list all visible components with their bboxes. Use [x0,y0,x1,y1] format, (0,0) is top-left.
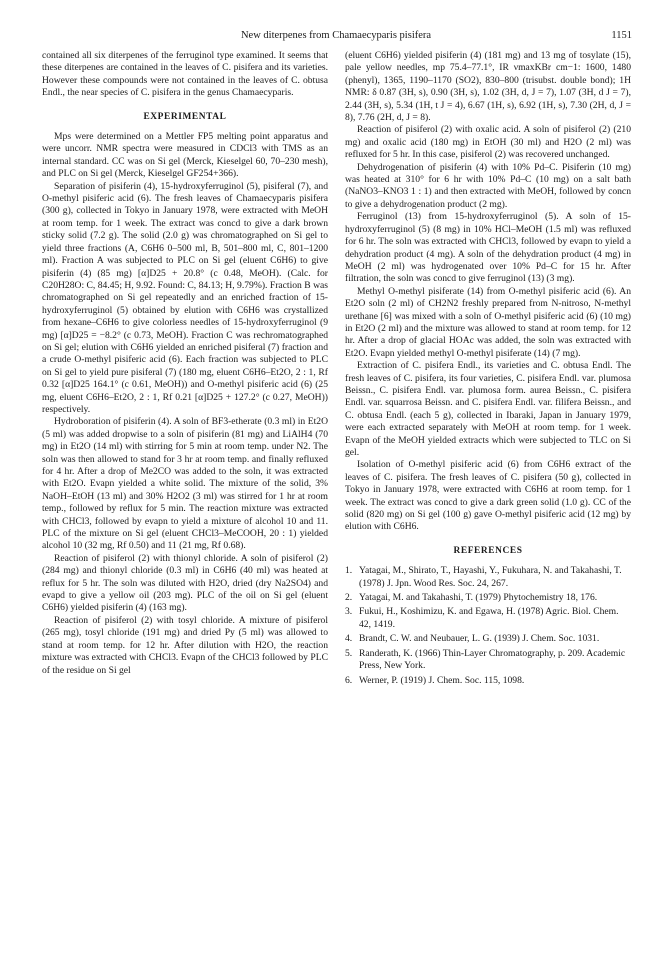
thionyl-chloride-paragraph: Reaction of pisiferol (2) with thionyl chloride. A soln of pisiferol (2) (284 mg) and thionyl chloride (0.3 ml) in C6H6 (40 ml) was heated at reflux for 5 hr. The soln was diluted with H2O, dried (dry Na2SO4) and evapd to give a yellow oil (203 mg). PLC of the oil on Si gel (eluent C6H6) yielded pisiferin (4) (163 mg). [42,552,328,614]
reference-text: Yatagai, M., Shirato, T., Hayashi, Y., Fukuhara, N. and Takahashi, T. (1978) J. Jpn. Wood Res. Soc. 24, 267. [359,565,622,589]
reference-text: Fukui, H., Koshimizu, K. and Egawa, H. (1978) Agric. Biol. Chem. 42, 1419. [359,606,619,630]
oxalic-acid-paragraph: Reaction of pisiferol (2) with oxalic acid. A soln of pisiferol (2) (210 mg) and oxalic acid (180 mg) in EtOH (30 ml) and H2O (2 ml) was refluxed for 5 hr. In this case, pisiferol (2) was recovered unchanged. [345,124,631,161]
reference-item [345,606,631,631]
reference-text: Brandt, C. W. and Neubauer, L. G. (1939) J. Chem. Soc. 1031. [359,633,600,645]
continued-paragraph: (eluent C6H6) yielded pisiferin (4) (181 mg) and 13 mg of tosylate (15), pale yellow needles, mp 75.4–77.1°, IR νmaxKBr cm−1: 1600, 1480 (phenyl), 1365, 1190–1170 (SO2), 830–800 (trisubst. double bond); 1H NMR: δ 0.87 (3H, s), 0.90 (3H, s), 1.02 (3H, d, J = 7), 1.07 (3H, d J = 7), 2.44 (3H, s), 5.34 (1H, t J = 4), 6.67 (1H, s), 6.92 (1H, s), 7.30 (2H, d, J = 8), 7.76 (2H, d, J = 8). [345,50,631,124]
reference-item [345,633,631,645]
references-heading: REFERENCES [453,545,523,556]
dehydrogenation-paragraph: Dehydrogenation of pisiferin (4) with 10% Pd–C. Pisiferin (10 mg) was heated at 310° for 6 hr with 10% Pd–C (10 mg) on a salt bath (NaNO3–KNO3 1 : 1) and then extracted with MeOH, followed by concn to give a dehydrogenation product (2 mg). [345,161,631,210]
reference-number: 1. [345,565,353,577]
general-methods-paragraph: Mps were determined on a Mettler FP5 melting point apparatus and were uncorr. NMR spectra were measured in CDCl3 with TMS as an internal standard. CC was on Si gel (Merck, Kieselgel 60, 70–230 mesh), and PLC on Si gel (Merck, Kieselgel GF254+366). [42,131,328,180]
reference-item [345,592,631,604]
hydroboration-paragraph: Hydroboration of pisiferin (4). A soln of BF3-etherate (0.3 ml) in Et2O (5 ml) was added dropwise to a soln of pisiferin (81 mg) and LiAlH4 (70 mg) in Et2O (14 ml) with stirring for 5 min at room temp. under N2. The soln was then allowed to stand for 3 hr at room temp. and finally refluxed for 4 hr. After a drop of Me2CO was added to the soln, it was extracted with Et2O. Evapn yielded a white solid. The mixture of the solid, 3% NaOH–EtOH (13 ml) and 30% H2O2 (3 ml) was stirred for 1 hr at room temp., followed by reflux for 5 min. The reaction mixture was extracted with CHCl3, followed by evapn to yield a mixture of alcohol 10 and 11. PLC of the mixture on Si gel (eluent CHCl3–MeCOOH, 20 : 1) yielded alcohol 10 (32 mg, Rf 0.50) and 11 (21 mg, Rf 0.68). [42,416,328,552]
page-number: 1151 [611,30,632,41]
methyl-ester-paragraph: Methyl O-methyl pisiferate (14) from O-methyl pisiferic acid (6). An Et2O soln (2 ml) of CH2N2 freshly prepared from N-nitroso, N-methyl urethane [6] was mixed with a soln of O-methyl pisiferic acid (6) (10 mg) in Et2O (2 ml) and the mixture was allowed to stand at room temp. for 12 hr. After a drop of glacial HOAc was added, the soln was extracted with Et2O. Evapn yielded methyl O-methyl pisiferate (14) (7 mg). [345,285,631,359]
reference-item [345,565,631,590]
tosyl-chloride-paragraph: Reaction of pisiferol (2) with tosyl chloride. A mixture of pisiferol (265 mg), tosyl chloride (191 mg) and dried Py (5 ml) was allowed to stand at room temp. for 12 hr. After dilution with H2O, the reaction mixture was extracted with CHCl3. Evapn of the CHCl3 followed by PLC of the residue on Si gel [42,614,328,676]
reference-number: 6. [345,674,353,686]
extraction-paragraph: Extraction of C. pisifera Endl., its varieties and C. obtusa Endl. The fresh leaves of C. pisifera, its four varieties, C. pisifera Endl. var. plumosa Beissn., C. pisifera Endl. var. plumosa form. aurea Beissn., C. pisifera Endl. var. squarrosa Beissn. and C. pisifera Endl. var. filifera Beissn., and C. obtusa Endl. (each 5 g), collected in Ibaraki, Japan in January 1979, were each extracted separately with MeOH at room temp. for 1 week. Evapn of the MeOH yielded extracts which were subjected to TLC on Si gel. [345,360,631,458]
reference-number: 5. [345,647,353,659]
reference-item [345,675,631,687]
experimental-heading: EXPERIMENTAL [143,111,227,122]
intro-paragraph: contained all six diterpenes of the ferruginol type examined. It seems that these diterpenes are contained in the leaves of C. pisifera and its varieties. However these compounds were not contained in the leaves of C. obtusa Endl., the near species of C. pisifera in the genus Chamaecyparis. [42,50,328,99]
reference-text: Randerath, K. (1966) Thin-Layer Chromatography, p. 209. Academic Press, New York. [359,647,626,672]
isolation-paragraph: Isolation of O-methyl pisiferic acid (6) from C6H6 extract of the leaves of C. pisifera. The fresh leaves of C. pisifera (50 g), collected in Tokyo in January 1978, were extracted with C6H6 at room temp. for 1 week. The extract was concd to give a dark green solid (1.0 g). CC of the solid (820 mg) on Si gel (100 g) gave O-methyl pisiferic acid (12 mg) by elution with C6H6. [345,459,631,533]
references-list [345,565,631,687]
reference-number: 3. [345,606,353,618]
left-column [42,50,328,677]
reference-text: Werner, P. (1919) J. Chem. Soc. 115, 1098. [359,674,525,686]
separation-paragraph: Separation of pisiferin (4), 15-hydroxyferruginol (5), pisiferal (7), and O-methyl pisiferic acid (6). The fresh leaves of Chamaecyparis pisifera (300 g), collected in Tokyo in January 1978, were extracted with MeOH at room temp. for 1 week. The extract was concd to give a dark brown sticky solid (7.2 g). The solid (2.0 g) was chromatographed on Si gel to yield three fractions (A, C6H6 0–500 ml, B, 501–800 ml, C, 801–1200 ml). Fraction A was subjected to PLC on Si gel (eluent C6H6) to give pisiferin (4) (85 mg) [α]D25 + 20.8° (c 0.48, MeOH). (Calc. for C20H28O: C, 84.45; H, 9.92. Found: C, 84.13; H, 9.79%). Fraction B was chromatographed on Si gel repeatedly and an enriched fraction of 15-hydroxyferruginol (5) obtained by elution with C6H6 was crystallized from hexane–C6H6 to give colorless needles of 15-hydroxyferruginol (9 mg) [α]D25 = −8.2° (c 0.73, MeOH). Fraction C was rechromatographed on Si gel; elution with C6H6 yielded an enriched pisiferal (7) fraction and a crude O-methyl pisiferic acid (6). Each fraction was subjected to PLC on Si gel to yield pure pisiferal (7) (180 mg, eluent C6H6–Et2O, 2 : 1, Rf 0.32 [α]D25 164.1° (c 0.61, MeOH)) and O-methyl pisiferic acid (6) (25 mg, eluent C6H6–Et2O, 2 : 1, Rf 0.21 [α]D25 + 127.2° (c 0.27, MeOH)) respectively. [42,180,328,415]
right-column [345,50,631,689]
reference-number: 4. [345,633,353,645]
reference-text: Yatagai, M. and Takahashi, T. (1979) Phytochemistry 18, 176. [359,592,598,604]
reference-number: 2. [345,592,353,604]
running-header-title: New diterpenes from Chamaecyparis pisifera [240,30,432,41]
ferruginol-paragraph: Ferruginol (13) from 15-hydroxyferruginol (5). A soln of 15-hydroxyferruginol (5) (8 mg) in 10% HCl–MeOH (1.5 ml) was refluxed for 6 hr. The soln was extracted with CHCl3, followed by evapn to yield a dehydration product (4 mg). A soln of the dehydration product (4 mg) in MeOH (2 ml) was hydrogenated over 10% Pd–C for 15 hr. After filtration, the soln was concd to give ferruginol (13) (3 mg). [345,211,631,285]
reference-item [345,648,631,673]
